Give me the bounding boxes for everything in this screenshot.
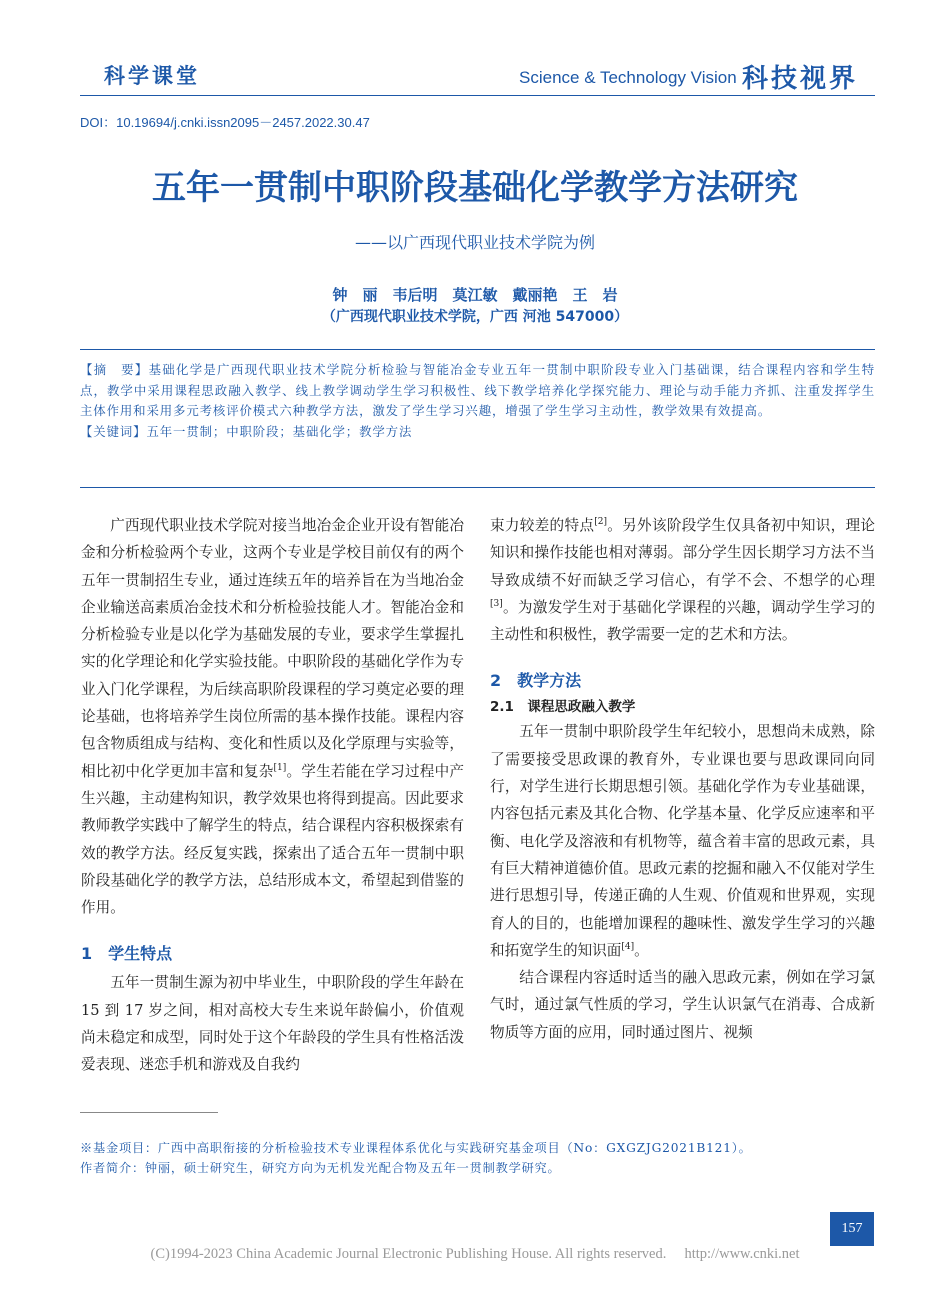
abstract-label: 【摘 要】 bbox=[80, 362, 149, 377]
abstract-top-divider bbox=[80, 349, 875, 350]
section-1-paragraph: 五年一贯制生源为初中毕业生，中职阶段的学生年龄在 15 到 17 岁之间，相对高校大专生来说年龄偏小，价值观尚未稳定和成型，同时处于这个年龄段的学生具有性格活泼爱表现、迷恋手机和游戏及自我约 bbox=[81, 974, 464, 1074]
citation-1: [1] bbox=[273, 762, 287, 773]
footnote-block bbox=[80, 1138, 875, 1178]
page-number: 157 bbox=[830, 1212, 874, 1246]
citation-4: [4] bbox=[621, 942, 635, 952]
section-2-heading: 2 教学方法 bbox=[490, 671, 582, 691]
keywords-label: 【关键词】 bbox=[80, 423, 147, 439]
abstract-bottom-divider bbox=[80, 487, 875, 488]
journal-name-en: Science & Technology Vision bbox=[519, 68, 737, 87]
citation-2: [2] bbox=[594, 517, 607, 528]
section-1-heading: 1 学生特点 bbox=[81, 944, 173, 964]
keywords-paragraph bbox=[80, 422, 875, 443]
doi: DOI：10.19694/j.cnki.issn2095－2457.2022.30.47 bbox=[80, 115, 370, 130]
paper-title: 五年一贯制中职阶段基础化学教学方法研究 bbox=[152, 168, 798, 208]
journal-column-name: 科学课堂 bbox=[104, 64, 200, 88]
paper-subtitle: ——以广西现代职业技术学院为例 bbox=[354, 233, 595, 252]
section-2-1-heading: 2.1 课程思政融入教学 bbox=[490, 699, 636, 716]
citation-3: [3] bbox=[490, 599, 503, 610]
abstract-paragraph bbox=[80, 360, 875, 422]
header-divider bbox=[80, 95, 875, 96]
copyright-line: (C)1994-2023 China Academic Journal Electronic Publishing House. All rights reserved. http://www.cnki.net bbox=[150, 1246, 800, 1262]
affiliation: （广西现代职业技术学院，广西 河池 547000） bbox=[321, 309, 629, 325]
body-right-column bbox=[490, 512, 875, 1046]
footnote-divider bbox=[80, 1112, 218, 1113]
keywords-text: 五年一贯制；中职阶段；基础化学；教学方法 bbox=[146, 423, 413, 439]
author-note: 作者简介：钟丽，硕士研究生，研究方向为无机发光配合物及五年一贯制教学研究。 bbox=[80, 1161, 561, 1175]
abstract-text: 基础化学是广西现代职业技术学院分析检验与智能冶金专业五年一贯制中职阶段专业入门基础课，结合课程内容和学生特点，教学中采用课程思政融入教学、线上教学调动学生学习积极性、线下教学培养化学探究能力、理论与动手能力齐抓、注重发挥学生主体作用和采用多元考核评价模式六种教学方法，激发了学生学习兴趣，增强了学生学习主动性，教学效果有效提高。 bbox=[80, 362, 876, 418]
fund-note: ※基金项目：广西中高职衔接的分析检验技术专业课程体系优化与实践研究基金项目（No：GXGZJG2021B121）。 bbox=[80, 1141, 752, 1155]
abstract-block bbox=[80, 360, 875, 442]
body-left-column bbox=[81, 512, 464, 1079]
section-2-1-paragraph-2: 结合课程内容适时适当的融入思政元素，例如在学习氯气时，通过氯气性质的学习，学生认识氯气在消毒、合成新物质等方面的应用，同时通过图片、视频 bbox=[490, 969, 875, 1041]
journal-name-cn: 科技视界 bbox=[742, 64, 859, 94]
intro-paragraph: 广西现代职业技术学院对接当地冶金企业开设有智能冶金和分析检验两个专业，这两个专业是学校目前仅有的两个五年一贯制招生专业，通过连续五年的培养旨在为当地冶金企业输送高素质冶金技术和分析检验技能人才。智能冶金和分析检验专业是以化学为基础发展的专业，要求学生掌握扎实的化学理论和化学实验技能。中职阶段的基础化学作为专业入门化学课程，为后续高职阶段课程的学习奠定必要的理论基础，也将培养学生岗位所需的基本操作技能。课程内容包含物质组成与结构、变化和性质以及化学原理与实验等，相比初中化学更加丰富和复杂[1]。学生若能在学习过程中产生兴趣，主动建构知识，教学效果也将得到提高。因此要求教师教学实践中了解学生的特点，结合课程内容积极探索有效的教学方法。经反复实践，探索出了适合五年一贯制中职阶段基础化学的教学方法，总结形成本文，希望起到借鉴的作用。 bbox=[81, 517, 464, 917]
continued-paragraph: 束力较差的特点[2]。另外该阶段学生仅具备初中知识，理论知识和操作技能也相对薄弱。部分学生因长期学习方法不当导致成绩不好而缺乏学习信心，有学不会、不想学的心理[3]。为激发学生对于基础化学课程的兴趣，调动学生学习的主动性和积极性，教学需要一定的艺术和方法。 bbox=[490, 517, 875, 644]
authors: 钟 丽 韦后明 莫江敏 戴丽艳 王 岩 bbox=[332, 286, 618, 304]
section-2-1-paragraph-1: 五年一贯制中职阶段学生年纪较小，思想尚未成熟，除了需要接受思政课的教育外，专业课也要与思政课同向同行，对学生进行长期思想引领。基础化学作为专业基础课，内容包括元素及其化合物、化学基本量、化学反应速率和平衡、电化学及溶液和有机物等，蕴含着丰富的思政元素，具有巨大精神道德价值。思政元素的挖掘和融入不仅能对学生进行思想引导，传递正确的人生观、价值观和世界观，实现育人的目的，也能增加课程的趣味性、激发学生学习的兴趣和拓宽学生的知识面[4]。 bbox=[490, 723, 875, 959]
